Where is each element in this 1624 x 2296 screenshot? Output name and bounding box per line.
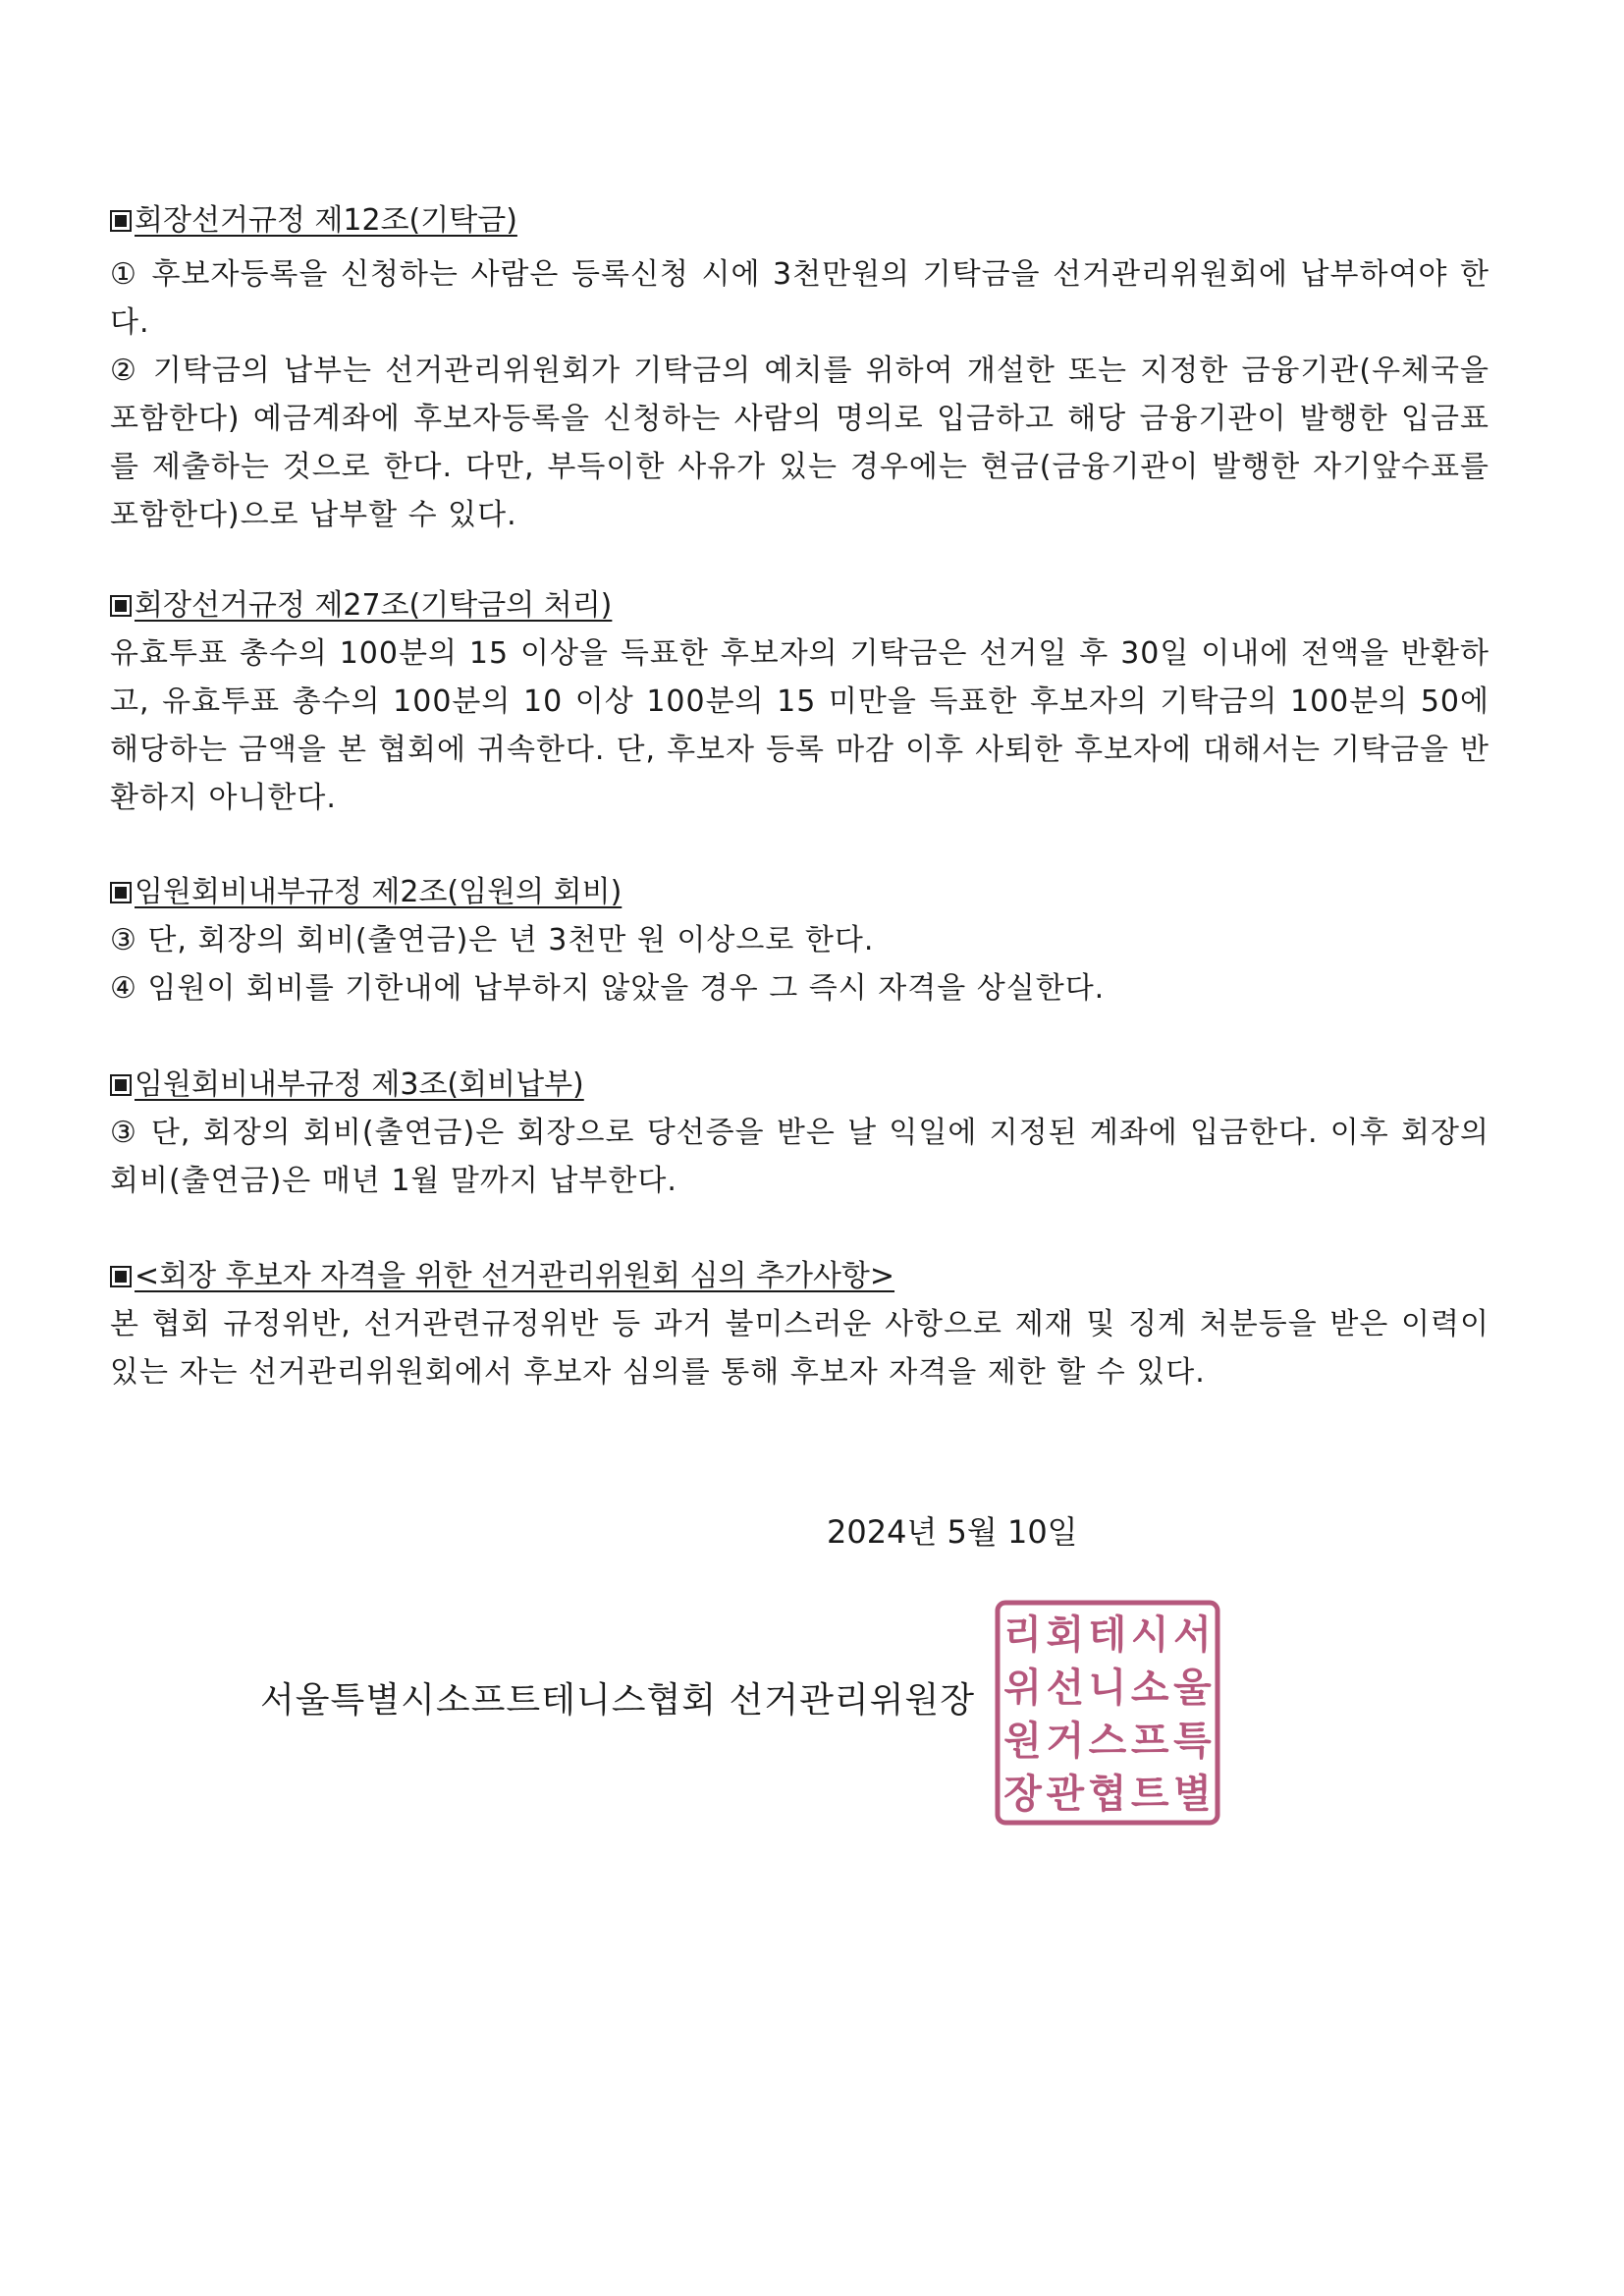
seal-character: 리 <box>1003 1613 1042 1658</box>
square-bullet-icon <box>110 882 132 903</box>
seal-character: 협 <box>1088 1772 1127 1817</box>
section-article-27 <box>110 584 1489 822</box>
document-date: 2024년 5월 10일 <box>827 1513 1078 1551</box>
square-bullet-icon <box>110 1074 132 1096</box>
section-heading: <회장 후보자 자격을 위한 선거관리위원회 심의 추가사항> <box>110 1255 1489 1298</box>
paragraph: ③ 단, 회장의 회비(출연금)은 회장으로 당선증을 받은 날 익일에 지정된 계좌에 입금한다. 이후 회장의 회비(출연금)은 매년 1월 말까지 납부한다. <box>110 1116 1489 1198</box>
paragraph: 유효투표 총수의 100분의 15 이상을 득표한 후보자의 기탁금은 선거일 후 30일 이내에 전액을 반환하고, 유효투표 총수의 100분의 10 이상 100분의 15 미만을 득표한 후보자의 기탁금의 100분의 50에 해당하는 금액을 본 협회에 귀속한다. 단, 후보자 등록 마감 이후 사퇴한 후보자에 대해서는 기탁금을 반환하지 아니한다. <box>110 636 1489 815</box>
seal-character: 시 <box>1130 1613 1169 1658</box>
seal-character: 테 <box>1088 1613 1127 1658</box>
paragraph: ② 기탁금의 납부는 선거관리위원회가 기탁금의 예치를 위하여 개설한 또는 지정한 금융기관(우체국을 포함한다) 예금계좌에 후보자등록을 신청하는 사람의 명의로 입금하고 해당 금융기관이 발행한 입금표를 제출하는 것으로 한다. 다만, 부득이한 사유가 있는 경우에는 현금(금융기관이 발행한 자기앞수표를 포함한다)으로 납부할 수 있다. <box>110 354 1489 532</box>
section-additional-review <box>110 1255 1489 1396</box>
square-bullet-icon <box>110 595 132 617</box>
seal-character: 트 <box>1130 1772 1169 1817</box>
section-heading: 임원회비내부규정 제3조(회비납부) <box>110 1064 1489 1107</box>
square-bullet-icon <box>110 1266 132 1287</box>
official-seal-icon <box>992 1597 1223 1829</box>
seal-character: 회 <box>1046 1613 1085 1658</box>
section-dues-article-2 <box>110 871 1489 1012</box>
seal-character: 울 <box>1173 1666 1212 1711</box>
signer-title: 서울특별시소프트테니스협회 선거관리위원장 <box>260 1680 975 1721</box>
paragraph: ④ 임원이 회비를 기한내에 납부하지 않았을 경우 그 즉시 자격을 상실한다. <box>110 971 1106 1006</box>
seal-character: 관 <box>1046 1772 1085 1817</box>
seal-character: 거 <box>1046 1719 1085 1764</box>
seal-character: 소 <box>1130 1666 1169 1711</box>
seal-character: 위 <box>1003 1666 1042 1711</box>
seal-character: 선 <box>1046 1666 1085 1711</box>
paragraph: ③ 단, 회장의 회비(출연금)은 년 3천만 원 이상으로 한다. <box>110 923 875 957</box>
seal-characters <box>1003 1613 1212 1817</box>
seal-character: 원 <box>1003 1719 1042 1764</box>
paragraph: ① 후보자등록을 신청하는 사람은 등록신청 시에 3천만원의 기탁금을 선거관리위원회에 납부하여야 한다. <box>110 257 1489 340</box>
seal-character: 스 <box>1088 1719 1127 1764</box>
paragraph: 본 협회 규정위반, 선거관련규정위반 등 과거 불미스러운 사항으로 제재 및 징계 처분등을 받은 이력이 있는 자는 선거관리위원회에서 후보자 심의를 통해 후보자 자격을 제한 할 수 있다. <box>110 1307 1489 1390</box>
section-heading: 회장선거규정 제27조(기탁금의 처리) <box>110 584 1489 628</box>
square-bullet-icon <box>110 210 132 232</box>
seal-character: 장 <box>1003 1772 1042 1817</box>
seal-character: 특 <box>1173 1719 1212 1764</box>
seal-character: 프 <box>1130 1719 1169 1764</box>
section-dues-article-3 <box>110 1064 1489 1205</box>
section-heading: 임원회비내부규정 제2조(임원의 회비) <box>110 871 1489 914</box>
seal-character: 서 <box>1173 1613 1212 1658</box>
section-heading: 회장선거규정 제12조(기탁금) <box>110 199 1489 243</box>
section-article-12 <box>110 199 1489 539</box>
seal-character: 니 <box>1088 1666 1127 1711</box>
seal-character: 별 <box>1173 1772 1212 1817</box>
